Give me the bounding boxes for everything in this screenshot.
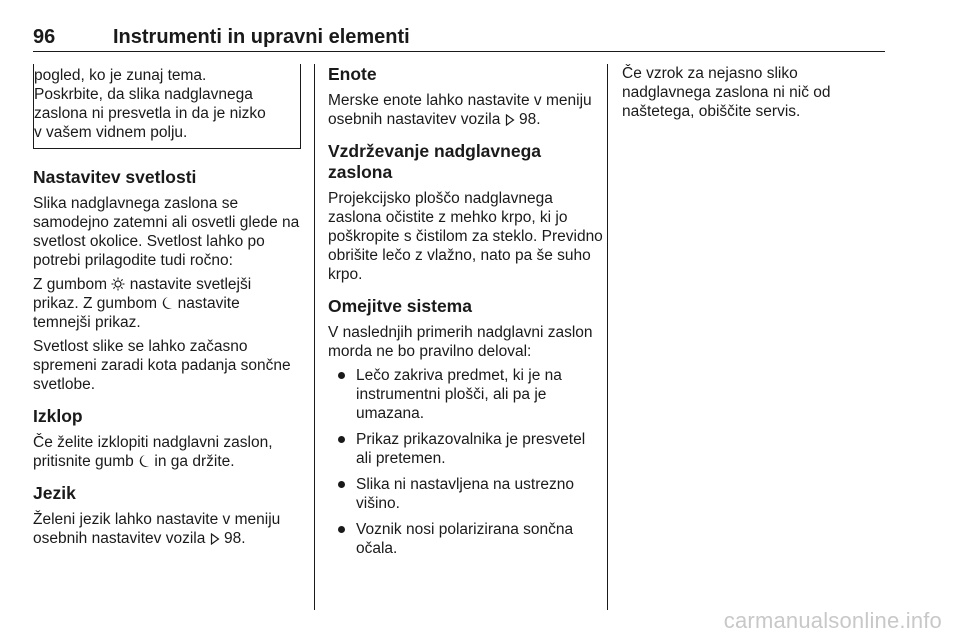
heading-off: Izklop bbox=[33, 406, 83, 426]
units-ref[interactable]: 98. bbox=[518, 111, 541, 128]
section-off bbox=[33, 406, 301, 471]
off-text bbox=[33, 433, 301, 471]
limits-list bbox=[328, 366, 603, 558]
list-item-text: Voznik nosi polarizirana sončna očala. bbox=[356, 521, 574, 557]
column-2 bbox=[328, 64, 603, 570]
column-divider-2 bbox=[607, 64, 608, 610]
off-text-a: Če želite izklopiti nadglavni zaslon, pritisnite gumb bbox=[33, 434, 273, 470]
moon-icon bbox=[138, 454, 150, 468]
heading-brightness: Nastavitev svetlosti bbox=[33, 167, 197, 187]
heading-language: Jezik bbox=[33, 483, 76, 503]
running-title: Instrumenti in upravni elementi bbox=[113, 26, 410, 48]
note-line: Poskrbite, da slika nadglavnega bbox=[34, 86, 253, 103]
brightness-para-3: Svetlost slike se lahko začasno spremeni zaradi kota padanja sončne svetlobe. bbox=[33, 338, 291, 393]
list-item bbox=[328, 430, 603, 468]
list-item-text: Prikaz prikazovalnika je presvetel ali pretemen. bbox=[356, 431, 586, 467]
brightness-para-1: Slika nadglavnega zaslona se samodejno zatemni ali osvetli glede na svetlost okolice. Svetlost lahko po potrebi prilagodite tudi ročno: bbox=[33, 195, 300, 269]
language-text-a: Želeni jezik lahko nastavite v meniju osebnih nastavitev vozila bbox=[33, 511, 281, 547]
sun-icon bbox=[111, 277, 125, 291]
list-item-text: Slika ni nastavljena na ustrezno višino. bbox=[356, 476, 574, 512]
column-divider-1 bbox=[314, 64, 315, 610]
list-item bbox=[328, 520, 603, 558]
section-units bbox=[328, 64, 603, 129]
brightness-text-b: nastavite svetlejši prikaz. Z gumbom bbox=[33, 276, 252, 312]
section-maintenance bbox=[328, 141, 603, 284]
note-line: zaslona ni presvetla in da je nizko bbox=[34, 105, 266, 122]
brightness-text-a: Z gumbom bbox=[33, 276, 108, 293]
section-brightness bbox=[33, 167, 301, 394]
units-text bbox=[328, 91, 603, 129]
service-text: Če vzrok za nejasno sliko nadglavnega zaslona ni nič od naštetega, obiščite servis. bbox=[622, 65, 831, 120]
bullet-icon bbox=[338, 526, 345, 533]
watermark: carmanualsonline.info bbox=[723, 608, 942, 633]
heading-units: Enote bbox=[328, 64, 377, 84]
language-ref[interactable]: 98. bbox=[223, 530, 246, 547]
list-item bbox=[328, 475, 603, 513]
section-language bbox=[33, 483, 301, 548]
note-box bbox=[33, 64, 301, 149]
heading-maintenance: Vzdrževanje nadglavnega zaslona bbox=[328, 141, 541, 182]
section-limits bbox=[328, 296, 603, 558]
list-item-text: Lečo zakriva predmet, ki je na instrumentni plošči, ali pa je umazana. bbox=[356, 367, 562, 422]
brightness-para-2 bbox=[33, 275, 301, 332]
off-text-b: in ga držite. bbox=[154, 453, 235, 470]
brightness-text-c: nastavite temnejši prikaz. bbox=[33, 295, 240, 331]
maintenance-text: Projekcijsko ploščo nadglavnega zaslona očistite z mehko krpo, ki jo poškropite s čistilom za steklo. Previdno obrišite lečo z vlažno, nato pa še suho krpo. bbox=[328, 190, 603, 283]
list-item bbox=[328, 366, 603, 423]
bullet-icon bbox=[338, 436, 345, 443]
triangle-reference-icon bbox=[505, 114, 515, 126]
header-rule bbox=[33, 51, 885, 52]
language-text bbox=[33, 510, 301, 548]
page-header bbox=[33, 26, 885, 50]
heading-limits: Omejitve sistema bbox=[328, 296, 472, 316]
note-line: pogled, ko je zunaj tema. bbox=[34, 67, 207, 84]
bullet-icon bbox=[338, 481, 345, 488]
bullet-icon bbox=[338, 372, 345, 379]
limits-intro: V naslednjih primerih nadglavni zaslon morda ne bo pravilno deloval: bbox=[328, 324, 593, 360]
column-1 bbox=[33, 64, 301, 560]
page-number: 96 bbox=[33, 26, 56, 48]
triangle-reference-icon bbox=[210, 533, 220, 545]
note-line: v vašem vidnem polju. bbox=[34, 124, 188, 141]
column-3 bbox=[622, 64, 887, 126]
units-text-a: Merske enote lahko nastavite v meniju osebnih nastavitev vozila bbox=[328, 92, 592, 128]
moon-icon bbox=[161, 296, 173, 310]
